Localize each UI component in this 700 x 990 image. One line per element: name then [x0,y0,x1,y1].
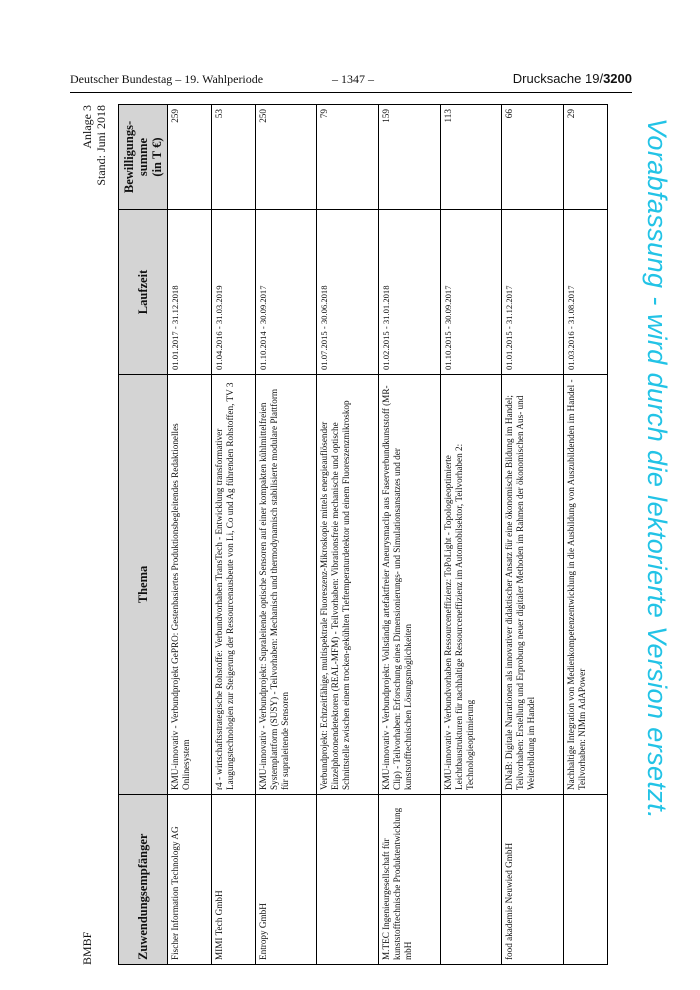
cell-sum: 113 [440,105,502,210]
table-row [379,105,441,965]
cell-topic: KMU-innovativ - Verbundprojekt GePRO: Gestenbasiertes Produktionsbegleitendes Redaktionelles Onlinesystem [168,375,212,795]
sum-header-line: summe [136,137,150,177]
cell-period: 01.10.2015 - 30.09.2017 [440,210,502,375]
cell-period: 01.10.2014 - 30.09.2017 [255,210,317,375]
cell-recipient: food akademie Neuwied GmbH [502,795,564,965]
annex-info [80,105,108,186]
cell-sum: 79 [317,105,379,210]
cell-period: 01.01.2017 - 31.12.2018 [168,210,212,375]
sum-header-line: Bewilligungs- [122,120,136,194]
column-header-period: Laufzeit [119,210,168,375]
table-row [317,105,379,965]
cell-sum: 159 [379,105,441,210]
table-row [255,105,317,965]
cell-sum: 259 [168,105,212,210]
cell-topic: Verbundprojekt: Echtzeitfähige, multispektrale Fluoreszenz-Mikroskopie mittels energieauflösender Einzelphotonendetektoren (REAL-MFM) - Teilvorhaben: Vibrationsfreie mechanische und optische Schnittstelle zwischen einem trocken-gekühlten Tieftemperaturdetektor und einem Fluoreszenzmikroskop [317,375,379,795]
cell-topic: KMU-innovativ - Verbundprojekt: Vollständig artefaktfreier Aneurysmaclip aus Faserverbundkunststoff (MR-Clip) - Teilvorhaben: Erforschung eines Dimensionierungs- und Simulationsansatzes und der kunststofftechnischen Lösungsmöglichkeiten [379,375,441,795]
column-header-recipient: Zuwendungsempfänger [119,795,168,965]
cell-period: 01.01.2015 - 31.12.2017 [502,210,564,375]
table-row [440,105,502,965]
table-row [564,105,608,965]
cell-recipient [564,795,608,965]
cell-period: 01.03.2016 - 31.08.2017 [564,210,608,375]
rotated-page-content [80,105,618,965]
cell-sum: 250 [255,105,317,210]
cell-topic: Nachhaltige Integration von Medienkompetenzentwicklung in die Ausbildung von Auszubildenden im Handel - Teilvorhaben: NIMm AdAPower [564,375,608,795]
ministry-label: BMBF [80,931,94,965]
header-drucksache [513,68,632,90]
cell-topic: r4 - wirtschaftsstrategische Rohstoffe: Verbundvorhaben TransTech - Entwicklung transformativer Laugungstechnologien zur Steigerung der Ressourcenausbeute von Li, Co und Ag führenden Rohstoffen, TV 3 [211,375,255,795]
table-row [168,105,212,965]
watermark-text: Vorabfassung - wird durch die lektorierte Version ersetzt. [642,118,672,820]
cell-recipient [317,795,379,965]
cell-sum: 66 [502,105,564,210]
cell-sum: 53 [211,105,255,210]
header-parliament: Deutscher Bundestag – 19. Wahlperiode [70,72,264,86]
cell-sum: 29 [564,105,608,210]
cell-recipient: MIMI Tech GmbH [211,795,255,965]
cell-recipient [440,795,502,965]
sum-header-line: (in T €) [150,137,164,177]
table-row [502,105,564,965]
cell-topic: DiNaB: Digitale Narrationen als innovativer didaktischer Ansatz für eine ökonomische Bildung im Handel; Teilvorhaben: Erstellung und Erprobung neuer digitaler Methoden im Rahmen der ökonomischen Aus- und Weiterbildung im Handel [502,375,564,795]
table-row [211,105,255,965]
cell-recipient: Fischer Information Technology AG [168,795,212,965]
cell-period: 01.02.2015 - 31.01.2018 [379,210,441,375]
page-header [70,68,632,90]
header-page-number: – 1347 – [332,72,374,86]
column-header-sum [119,105,168,210]
grant-table [118,104,608,965]
cell-recipient: M.TEC Ingenieurgesellschaft für kunststofftechnische Produktentwicklung mbH [379,795,441,965]
cell-recipient: Entropy GmbH [255,795,317,965]
cell-period: 01.07.2015 - 30.06.2018 [317,210,379,375]
annex-date: Stand: Juni 2018 [94,105,108,186]
header-drucksache-prefix: Drucksache 19/ [512,71,604,86]
annex-title: Anlage 3 [80,105,94,149]
header-rule [70,92,632,93]
header-drucksache-number: 3200 [603,71,632,86]
cell-period: 01.04.2016 - 31.03.2019 [211,210,255,375]
cell-topic: KMU-innovativ - Verbundvorhaben Ressourceneffizienz: ToPoLight - Topologieoptimierte Leichtbaustrukturen für nachhaltige Ressourceneffizienz im Automobilsektor, Teilvorhaben 2: Technologieoptimierung [440,375,502,795]
column-header-topic: Thema [119,375,168,795]
cell-topic: KMU-innovativ - Verbundprojekt: Supraleitende optische Sensoren auf einer kompakten kühlmittelfreien Systemplattform (SUSY) - Teilvorhaben: Mechanisch und thermodynamisch stabilisierte modulare Plattform für supraleitende Sensoren [255,375,317,795]
table-header-row [119,105,168,965]
